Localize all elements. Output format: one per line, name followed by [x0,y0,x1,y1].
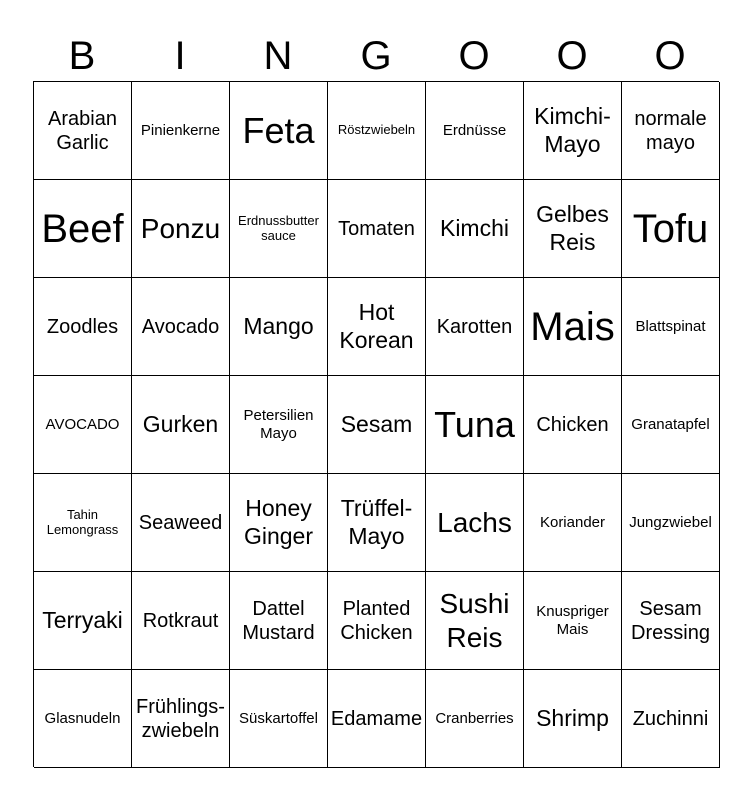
bingo-cell[interactable]: Honey Ginger [230,474,328,572]
bingo-cell[interactable]: Ponzu [132,180,230,278]
bingo-cell[interactable]: Beef [34,180,132,278]
header-letter-o: O [654,34,686,78]
bingo-cell[interactable]: Pinienkerne [132,82,230,180]
bingo-cell[interactable]: Gurken [132,376,230,474]
bingo-cell[interactable]: Tofu [622,180,720,278]
bingo-cell[interactable]: Tahin Lemongrass [34,474,132,572]
bingo-cell[interactable]: Kimchi- Mayo [524,82,622,180]
bingo-cell[interactable]: Süskartoffel [230,670,328,768]
bingo-cell[interactable]: Shrimp [524,670,622,768]
bingo-cell[interactable]: Dattel Mustard [230,572,328,670]
bingo-cell[interactable]: Sesam Dressing [622,572,720,670]
bingo-cell[interactable]: AVOCADO [34,376,132,474]
bingo-cell[interactable]: Feta [230,82,328,180]
bingo-cell[interactable]: Röstzwiebeln [328,82,426,180]
header-letter-o: O [556,34,588,78]
bingo-cell[interactable]: Sushi Reis [426,572,524,670]
bingo-cell[interactable]: Planted Chicken [328,572,426,670]
bingo-cell[interactable]: Zuchinni [622,670,720,768]
bingo-cell[interactable]: Zoodles [34,278,132,376]
bingo-board [33,81,719,767]
bingo-cell[interactable]: Kimchi [426,180,524,278]
bingo-cell[interactable]: Avocado [132,278,230,376]
bingo-cell[interactable]: Knuspriger Mais [524,572,622,670]
bingo-cell[interactable]: Glasnudeln [34,670,132,768]
bingo-cell[interactable]: Rotkraut [132,572,230,670]
bingo-cell[interactable]: Mais [524,278,622,376]
bingo-cell[interactable]: Arabian Garlic [34,82,132,180]
header-letter-i: I [174,34,186,78]
bingo-cell[interactable]: Sesam [328,376,426,474]
bingo-cell[interactable]: Lachs [426,474,524,572]
bingo-cell[interactable]: Chicken [524,376,622,474]
bingo-cell[interactable]: Karotten [426,278,524,376]
bingo-cell[interactable]: Mango [230,278,328,376]
bingo-cell[interactable]: Trüffel- Mayo [328,474,426,572]
bingo-cell[interactable]: Granatapfel [622,376,720,474]
bingo-cell[interactable]: Cranberries [426,670,524,768]
bingo-header [33,30,719,82]
bingo-cell[interactable]: Terryaki [34,572,132,670]
bingo-cell[interactable]: Blattspinat [622,278,720,376]
bingo-cell[interactable]: Tuna [426,376,524,474]
bingo-cell[interactable]: normale mayo [622,82,720,180]
header-letter-n: N [263,34,293,78]
bingo-cell[interactable]: Petersilien Mayo [230,376,328,474]
bingo-cell[interactable]: Erdnüsse [426,82,524,180]
header-letter-o: O [458,34,490,78]
bingo-cell[interactable]: Seaweed [132,474,230,572]
bingo-cell[interactable]: Frühlings- zwiebeln [132,670,230,768]
bingo-cell[interactable]: Hot Korean [328,278,426,376]
bingo-cell[interactable]: Jungzwiebel [622,474,720,572]
header-letter-g: G [360,34,392,78]
bingo-cell[interactable]: Gelbes Reis [524,180,622,278]
bingo-cell[interactable]: Erdnussbutter sauce [230,180,328,278]
bingo-cell[interactable]: Koriander [524,474,622,572]
header-letter-b: B [68,34,96,78]
bingo-cell[interactable]: Tomaten [328,180,426,278]
bingo-cell[interactable]: Edamame [328,670,426,768]
